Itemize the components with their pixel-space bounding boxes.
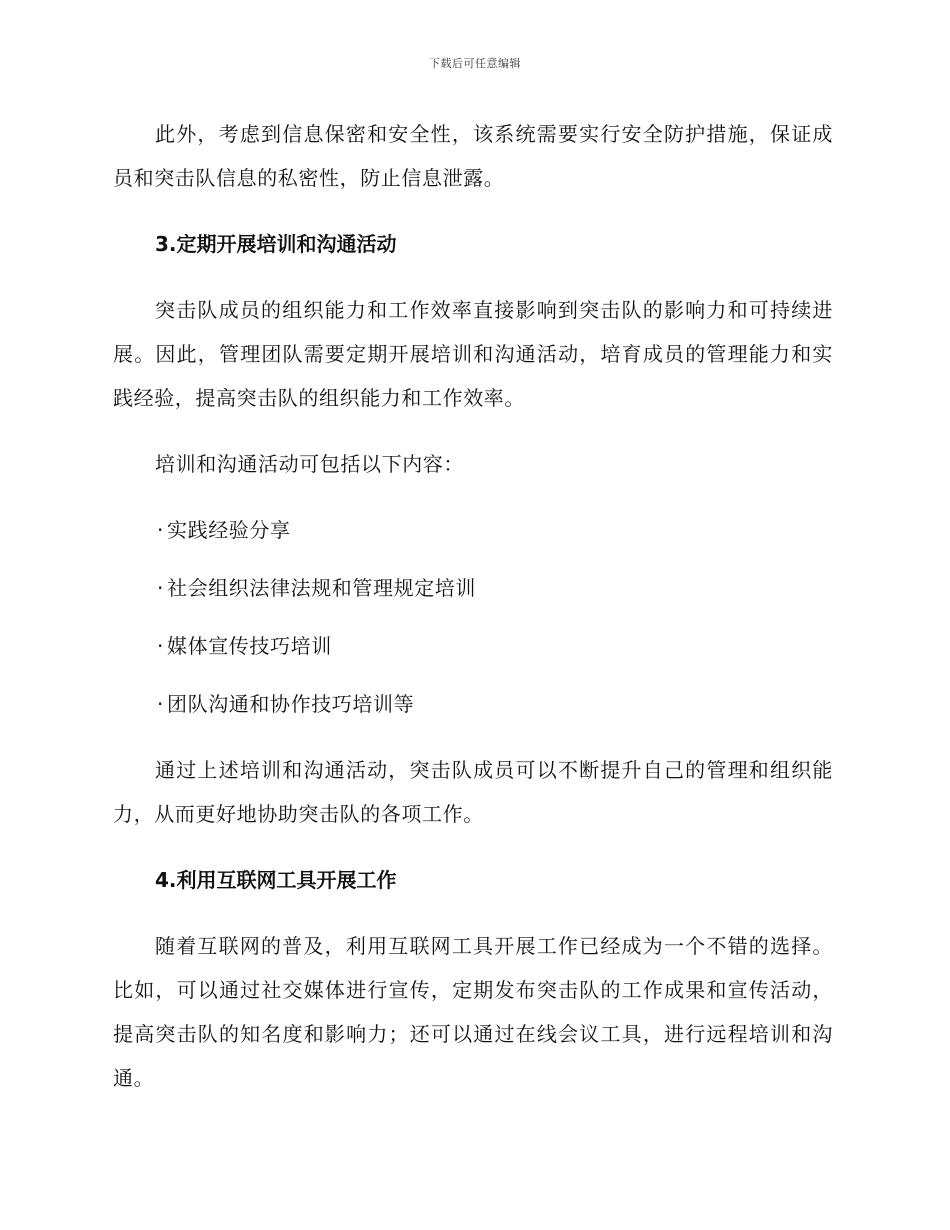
- list-item: [113, 624, 833, 668]
- list-item-text: 媒体宣传技巧培训: [167, 634, 332, 658]
- paragraph-training-list-intro: 培训和沟通活动可包括以下内容：: [155, 452, 464, 476]
- list-item: [113, 566, 833, 610]
- list-item-text: 社会组织法律法规和管理规定培训: [167, 576, 476, 600]
- document-body: [113, 112, 833, 1122]
- list-item: [113, 682, 833, 726]
- bullet-dot: ·: [157, 518, 164, 542]
- list-item-text: 团队沟通和协作技巧培训等: [167, 692, 415, 716]
- bullet-dot: ·: [157, 576, 164, 600]
- bullet-dot: ·: [157, 634, 164, 658]
- paragraph-security: 此外，考虑到信息保密和安全性，该系统需要实行安全防护措施，保证成员和突击队信息的私密性，防止信息泄露。: [113, 122, 833, 190]
- section-heading-3: 3.定期开展培训和沟通活动: [155, 232, 397, 256]
- paragraph-internet-tools: 随着互联网的普及，利用互联网工具开展工作已经成为一个不错的选择。比如，可以通过社交媒体进行宣传，定期发布突击队的工作成果和宣传活动，提高突击队的知名度和影响力；还可以通过在线会议工具，进行远程培训和沟通。: [113, 934, 833, 1090]
- paragraph-training-outcome: 通过上述培训和沟通活动，突击队成员可以不断提升自己的管理和组织能力，从而更好地协助突击队的各项工作。: [113, 758, 833, 826]
- page-header: 下载后可任意编辑: [429, 57, 521, 70]
- bullet-dot: ·: [157, 692, 164, 716]
- list-item: [113, 508, 833, 552]
- section-heading-4: 4.利用互联网工具开展工作: [155, 868, 397, 892]
- paragraph-training-intro: 突击队成员的组织能力和工作效率直接影响到突击队的影响力和可持续进展。因此，管理团队需要定期开展培训和沟通活动，培育成员的管理能力和实践经验，提高突击队的组织能力和工作效率。: [113, 298, 833, 410]
- list-item-text: 实践经验分享: [167, 518, 291, 542]
